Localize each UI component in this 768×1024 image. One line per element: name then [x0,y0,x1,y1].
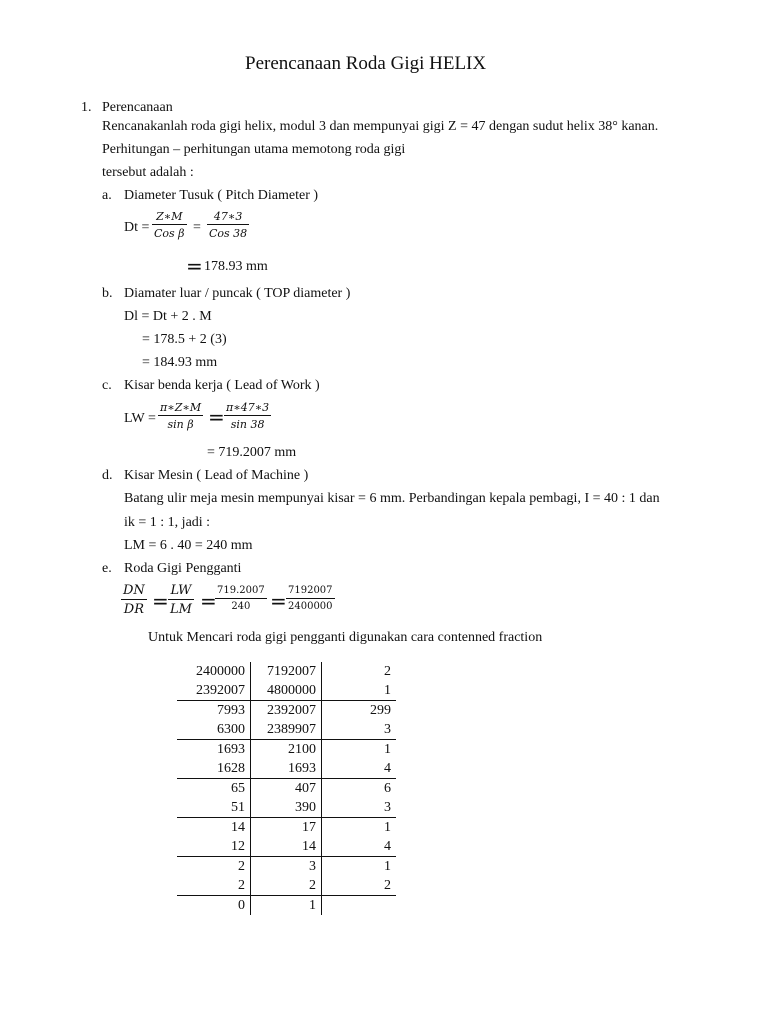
item-c-heading: Kisar benda kerja ( Lead of Work ) [124,378,320,393]
pitch-diameter-lhs: Dt = [124,220,150,235]
table-cell: 14 [251,837,322,857]
fraction-denominator: Cos β [154,227,185,240]
table-cell: 4 [322,759,397,779]
pitch-diameter-result: 178.93 mm [204,259,268,274]
table-cell: 14 [177,818,251,838]
table-cell: 2100 [251,740,322,760]
item-c-marker: c. [102,378,112,393]
lead-of-machine-line-3: LM = 6 . 40 = 240 mm [124,538,253,553]
table-row [177,837,396,857]
table-row [177,779,396,799]
item-d-marker: d. [102,468,113,483]
fraction-numerator: LW [168,583,194,600]
item-a-heading: Diameter Tusuk ( Pitch Diameter ) [124,188,319,203]
lead-of-work-fraction-1 [158,401,203,431]
table-row [177,701,396,721]
table-cell: 2392007 [177,681,251,701]
ratio-fraction-lw-lm [168,583,194,617]
lead-of-work-result: = 719.2007 mm [207,445,297,460]
table-cell: 390 [251,798,322,818]
table-cell: 1 [251,896,322,916]
table-row [177,740,396,760]
top-diameter-line-1: Dl = Dt + 2 . M [124,309,212,324]
equals-sign: = [270,589,287,613]
table-cell: 3 [251,857,322,877]
item-e-heading: Roda Gigi Pengganti [124,561,242,576]
table-cell: 2 [384,664,391,679]
table-cell: 1 [384,859,391,874]
fraction-denominator: Cos 38 [209,227,248,240]
table-cell: 51 [177,798,251,818]
continued-fraction-table [177,662,396,915]
item-a-marker: a. [102,188,112,203]
equals-sign: = [208,405,225,429]
table-cell: 6300 [177,720,251,740]
table-cell: 6 [384,781,391,796]
pitch-diameter-fraction-2 [207,210,249,240]
item-b-marker: b. [102,286,113,301]
intro-line-1: Rencanakanlah roda gigi helix, modul 3 dan mempunyai gigi Z = 47 dengan sudut helix 38° kanan. [102,119,659,134]
table-cell: 2389907 [251,720,322,740]
fraction-numerator: DN [123,583,145,598]
continued-fraction-note: Untuk Mencari roda gigi pengganti digunakan cara contenned fraction [148,630,543,645]
equals-sign: = [200,589,217,613]
table-cell: 65 [177,779,251,799]
equals-sign: = [193,220,201,235]
pitch-diameter-fraction-1 [152,210,187,240]
section-heading: Perencanaan [102,100,173,115]
intro-line-3: tersebut adalah : [102,165,194,180]
table-cell: 3 [322,798,397,818]
top-diameter-line-2: = 178.5 + 2 (3) [142,332,227,347]
fraction-numerator: 47∗3 [207,210,249,225]
item-b-heading: Diamater luar / puncak ( TOP diameter ) [124,286,351,301]
table-cell: 7993 [177,701,251,721]
table-cell: 2400000 [177,662,251,681]
table-cell: 2392007 [251,701,322,721]
table-row [177,662,396,681]
table-cell: 1628 [177,759,251,779]
fraction-denominator: DR [123,602,145,617]
table-cell: 1693 [251,759,322,779]
fraction-numerator: 719.2007 [215,585,267,599]
table-cell: 0 [177,896,251,916]
table-cell: 2 [251,876,322,896]
fraction-denominator: LM [170,602,192,617]
table-row [177,857,396,877]
table-cell: 1 [322,681,397,701]
table-row [177,818,396,838]
table-cell [322,896,397,916]
table-cell: 4800000 [251,681,322,701]
table-cell: 12 [177,837,251,857]
item-e-marker: e. [102,561,112,576]
table-cell: 4 [322,837,397,857]
equals-sign: = [152,589,169,613]
table-cell: 2 [177,857,251,877]
intro-line-2: Perhitungan – perhitungan utama memotong roda gigi [102,142,406,157]
result-equals-sign: = [186,254,203,278]
ratio-fraction-integer [286,585,335,613]
lead-of-machine-line-1: Batang ulir meja mesin mempunyai kisar = 6 mm. Perbandingan kepala pembagi, I = 40 : 1 dan [124,491,660,506]
top-diameter-line-3: = 184.93 mm [142,355,218,370]
lead-of-machine-line-2: ik = 1 : 1, jadi : [124,515,211,530]
table-cell: 2 [177,876,251,896]
table-row [177,681,396,701]
fraction-numerator: π∗Z∗M [160,401,202,414]
fraction-numerator: π∗47∗3 [226,401,270,414]
lead-of-work-lhs: LW = [124,411,156,426]
table-cell: 1 [384,820,391,835]
ratio-fraction-decimal [215,585,267,613]
page-title: Perencanaan Roda Gigi HELIX [245,53,487,74]
ratio-fraction-dn-dr [121,583,147,617]
fraction-denominator: 2400000 [288,601,333,612]
table-row [177,798,396,818]
fraction-numerator: 7192007 [286,585,335,599]
fraction-denominator: sin 38 [230,418,265,431]
table-row [177,896,396,916]
table-cell: 17 [251,818,322,838]
section-number: 1. [81,100,92,115]
table-cell: 3 [322,720,397,740]
fraction-denominator: sin β [167,418,194,431]
fraction-denominator: 240 [231,601,251,612]
table-cell: 2 [322,876,397,896]
table-row [177,876,396,896]
lead-of-work-fraction-2 [224,401,271,431]
table-row [177,720,396,740]
table-cell: 7192007 [251,662,322,681]
fraction-numerator: Z∗M [152,210,187,225]
table-cell: 407 [251,779,322,799]
item-d-heading: Kisar Mesin ( Lead of Machine ) [124,468,309,483]
table-row [177,759,396,779]
table-cell: 1 [384,742,391,757]
table-cell: 299 [370,703,391,718]
table-cell: 1693 [177,740,251,760]
